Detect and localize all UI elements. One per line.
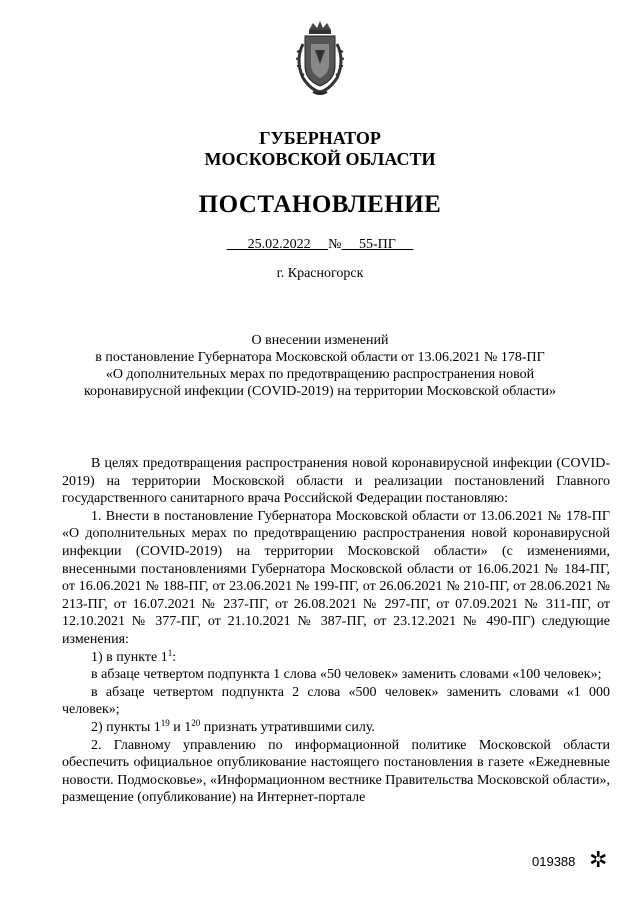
star-mark-icon: ✲ — [589, 848, 608, 873]
document-type-title: ПОСТАНОВЛЕНИЕ — [198, 191, 442, 218]
paragraph-item-1: 1. Внести в постановление Губернатора Московской области от 13.06.2021 № 178-ПГ «О дополнительных мерах по предотвращению распространения новой коронавирусной инфекции (COVID-2019) на территории Московской области» (с изменениями, внесенными постановлениями Губернатора Московской области от 16.06.2021 № 184-ПГ, от 16.06.2021 № 188-ПГ, от 23.06.2021 № 199-ПГ, от 26.06.2021 № 210-ПГ, от 28.06.2021 № 213-ПГ, от 16.07.2021 № 237-ПГ, от 26.08.2021 № 297-ПГ, от 07.09.2021 № 311-ПГ, от 12.10.2021 № 377-ПГ, от 21.10.2021 № 387-ПГ, от 23.12.2021 № 490-ПГ) следующие изменения: — [62, 508, 610, 647]
date-number-line — [0, 236, 640, 254]
paragraph-preamble: В целях предотвращения распространения новой коронавирусной инфекции (COVID-2019) на территории Московской области и реализации постановлений Главного государственного санитарного врача Российской Федерации постановляю: — [62, 456, 610, 507]
paragraph-subitem-2: 2) пункты $1^{19}$ и $1^{20}$ признать утратившими силу. — [91, 717, 375, 735]
document-body — [62, 455, 610, 807]
authority-title-line2: МОСКОВСКОЙ ОБЛАСТИ — [204, 149, 436, 169]
authority-title-line1: ГУБЕРНАТОР — [259, 128, 381, 148]
document-subject — [40, 332, 600, 400]
document-number: 55-ПГ — [358, 237, 396, 252]
paragraph-subitem-1: 1) в пункте $1^1$: — [91, 647, 177, 665]
paragraph-item-2: 2. Главному управлению по информационной политике Московской области обеспечить официальное опубликование настоящего постановления в газете «Ежедневные новости. Подмосковье», «Информационном вестнике Правительства Московской области», размещение (опубликование) на Интернет-портале — [62, 737, 610, 806]
city: г. Красногорск — [276, 266, 364, 281]
serial-number: 019388 — [532, 854, 576, 869]
subject-line: коронавирусной инфекции (COVID-2019) на территории Московской области» — [83, 384, 557, 399]
number-sign: № — [328, 237, 342, 252]
subject-line: в постановление Губернатора Московской области от 13.06.2021 № 178-ПГ — [95, 350, 545, 365]
document-date: 25.02.2022 — [247, 237, 311, 252]
paragraph-change-1: в абзаце четвертом подпункта 1 слова «50 человек» заменить словами «100 человек»; — [91, 667, 602, 683]
paragraph-change-2: в абзаце четвертом подпункта 2 слова «500 человек» заменить словами «1 000 человек»; — [62, 684, 610, 718]
coat-of-arms-icon — [291, 20, 349, 98]
subject-line: О внесении изменений — [251, 333, 389, 348]
subject-line: «О дополнительных мерах по предотвращению распространения новой — [105, 367, 535, 382]
